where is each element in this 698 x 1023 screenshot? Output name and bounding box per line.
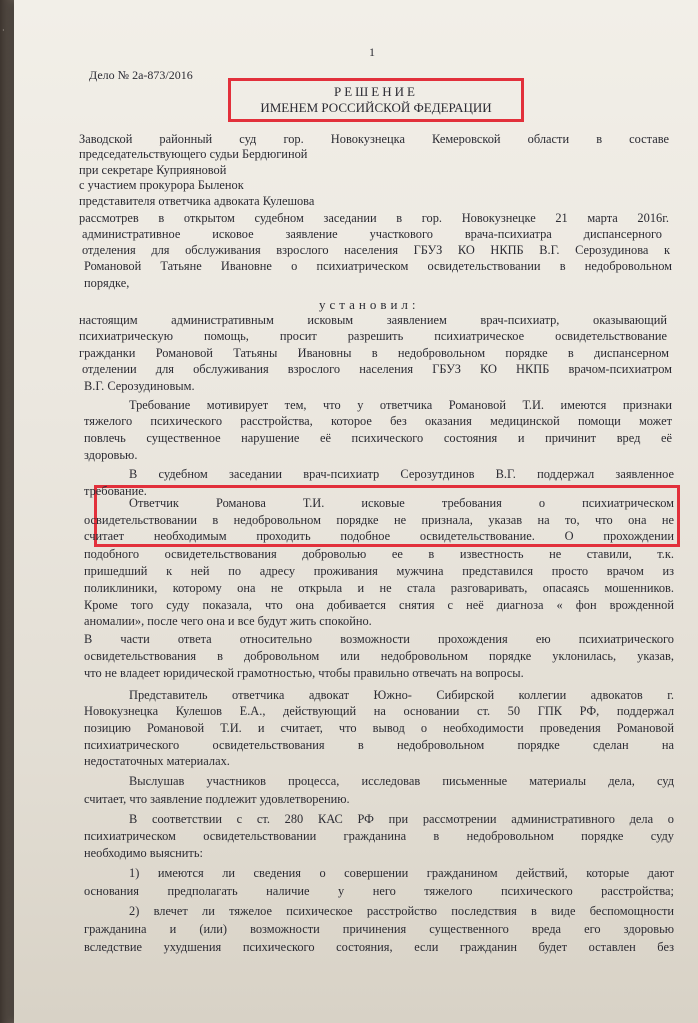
body-line: основания предполагать наличие у него тяжелого психического расстройства;: [84, 884, 674, 898]
document-title: РЕШЕНИЕ: [334, 84, 418, 99]
body-line: здоровью.: [84, 448, 138, 462]
body-line: необходимо выяснить:: [84, 846, 203, 860]
body-line: административное исковое заявление участкового врача-психиатра диспансерного: [82, 227, 662, 241]
body-line: представителя ответчика адвоката Кулешова: [79, 194, 315, 208]
page-number: 1: [369, 45, 375, 59]
body-line: пришедший к ней по адресу проживания мужчина представился просто врачом из: [84, 564, 674, 578]
body-line: председательствующего судьи Бердюгиной: [79, 147, 308, 161]
body-line: В части ответа относительно возможности прохождения ею психиатрического: [84, 632, 674, 646]
body-line: гражданина и (или) возможности причинения существенного вреда его здоровью: [84, 922, 674, 936]
body-line: Представитель ответчика адвокат Южно- Сибирской коллегии адвокатов г.: [129, 688, 674, 702]
body-line: вследствие ухудшения психического состояния, если гражданин будет оставлен без: [84, 940, 674, 954]
body-line: Выслушав участников процесса, исследовав письменные материалы дела, суд: [129, 774, 674, 788]
body-line: психиатрическую помощь, просит разрешить психиатрическое освидетельствование: [79, 329, 667, 343]
body-line: рассмотрев в открытом судебном заседании в гор. Новокузнецке 21 марта 2016г.: [79, 211, 669, 225]
body-line: психиатрического освидетельствования в недобровольном порядке сделан на: [84, 738, 674, 752]
body-line: повлечь существенное нарушение её психического состояния и причинит вред её: [84, 431, 672, 445]
body-line: гражданки Романовой Татьяны Ивановны в недобровольном порядке в диспансерном: [79, 346, 669, 360]
body-line: недостаточных материалах.: [84, 754, 230, 768]
body-line: считает, что заявление подлежит удовлетворению.: [84, 792, 350, 806]
body-line: порядке,: [84, 276, 130, 290]
body-line: с участием прокурора Быленок: [79, 178, 244, 192]
document-page: [14, 0, 698, 1023]
case-number: Дело № 2а-873/2016: [89, 68, 193, 82]
body-line: 1) имеются ли сведения о совершении гражданином действий, которые дают: [129, 866, 674, 880]
background-page-edge: [0, 0, 14, 1023]
body-line: Требование мотивирует тем, что у ответчика Романовой Т.И. имеются признаки: [129, 398, 672, 412]
body-line: В.Г. Серозудиновым.: [84, 379, 195, 393]
body-line: при секретаре Куприяновой: [79, 163, 227, 177]
body-line: тяжелого психического расстройства, которое без оказания медицинской помощи может: [84, 414, 672, 428]
body-line: установил:: [319, 297, 420, 312]
title-highlight-box: [228, 78, 524, 122]
body-line: освидетельствования в добровольном или недобровольном порядке уклонилась, указав,: [84, 649, 674, 663]
body-line: позицию Романовой Т.И. и считает, что вывод о необходимости проведения Романовой: [84, 721, 674, 735]
body-line: Ответчик Романова Т.И. исковые требования о психиатрическом: [129, 496, 674, 510]
body-line: В судебном заседании врач-психиатр Серозутдинов В.Г. поддержал заявленное: [129, 467, 674, 481]
body-line: В соответствии с ст. 280 КАС РФ при рассмотрении административного дела о: [129, 812, 674, 826]
body-line: Новокузнецка Кулешов Е.А., действующий на основании ст. 50 ГПК РФ, поддержал: [84, 704, 674, 718]
body-line: Романовой Татьяне Ивановне о психиатрическом освидетельствовании в недобровольном: [84, 259, 672, 273]
body-line: поликлиники, которому она не открыла и не стала разговаривать, опасаясь мошенников.: [84, 581, 674, 595]
body-line: Кроме того суду показала, что она добивается снятия с неё диагноза « фон врожденной: [84, 598, 674, 612]
body-line: отделения для обслуживания взрослого населения ГБУЗ КО НКПБ В.Г. Серозудинова к: [82, 243, 670, 257]
body-line: освидетельствовании в недобровольном порядке не признала, указав на то, что она не: [84, 513, 674, 527]
body-line: Заводской районный суд гор. Новокузнецка Кемеровской области в составе: [79, 132, 669, 146]
body-line: что не владеет юридической грамотностью, чтобы правильно отвечать на вопросы.: [84, 666, 524, 680]
document-subtitle: ИМЕНЕМ РОССИЙСКОЙ ФЕДЕРАЦИИ: [260, 100, 492, 115]
body-line: психиатрическом освидетельствовании гражданина в недобровольном порядке суду: [84, 829, 674, 843]
body-line: настоящим административным исковым заявлением врач-психиатр, оказывающий: [79, 313, 667, 327]
body-line: считает необходимым проходить подобное освидетельствование. О прохождении: [84, 529, 674, 543]
body-line: подобного освидетельствования доброволью ее в известность не ставили, т.к.: [84, 547, 674, 561]
body-line: аномалии», после чего она и все будут жить спокойно.: [84, 614, 372, 628]
edge-mark: ·: [2, 26, 5, 35]
body-line: отделении для обслуживания взрослого населения ГБУЗ КО НКПБ врачом-психиатром: [82, 362, 672, 376]
body-line: требование.: [84, 484, 147, 498]
body-line: 2) влечет ли тяжелое психическое расстройство последствия в виде беспомощности: [129, 904, 674, 918]
